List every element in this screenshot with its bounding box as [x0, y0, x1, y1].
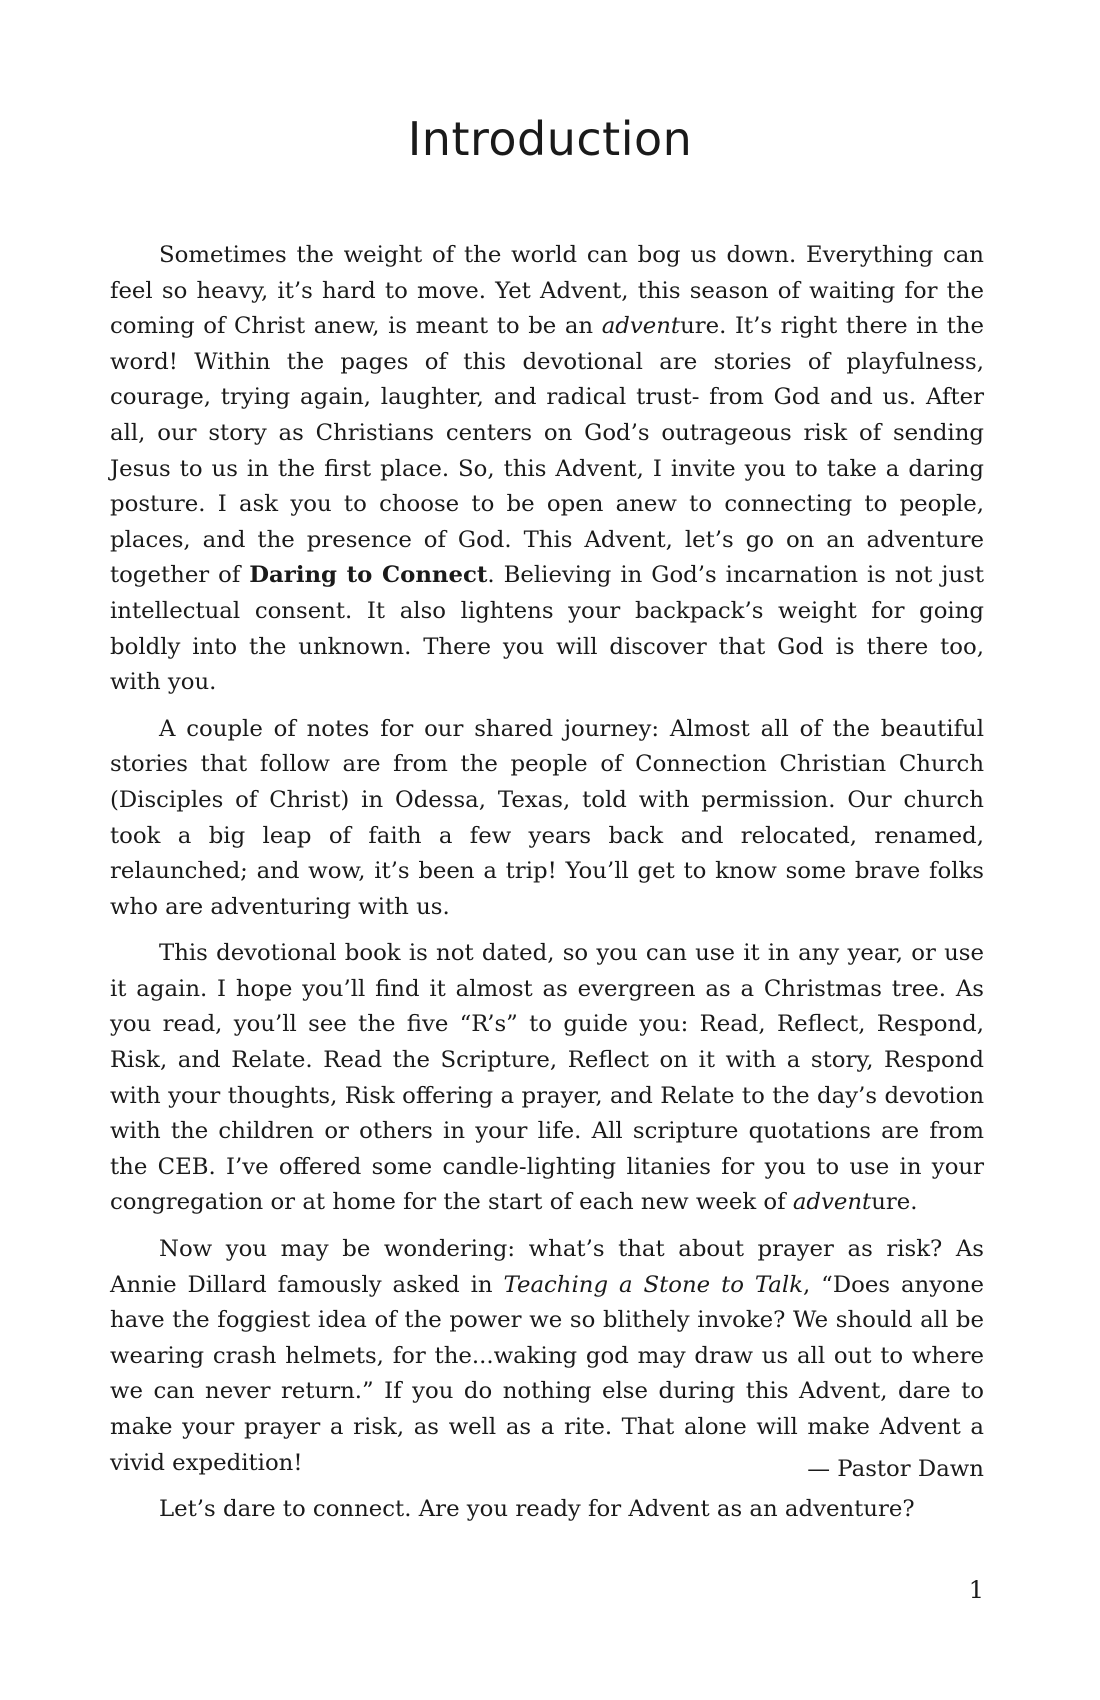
bold-text: Daring to Connect: [249, 562, 488, 589]
paragraph-1: [110, 238, 984, 701]
text-run: Sometimes the weight of the world can bog us down. Everything can feel so heavy, it’s hard to move. Yet Advent, this season of waiting for the coming of Christ anew, is meant to be an: [110, 242, 984, 340]
body-text: [110, 238, 984, 1539]
paragraph-5: [110, 1492, 984, 1528]
text-run: . Believing in God’s incarnation is not just intellectual consent. It also lightens your backpack’s weight for going boldly into the unknown. There you will discover that God is there too, with you.: [110, 562, 985, 696]
text-run: ure. It’s right there in the word! Within the pages of this devotional are stories of playfulness, courage, trying again, laughter, and radical trust- from God and us. After all, our story as Christians centers on God’s outrageous risk of sending Jesus to us in the first place. So, this Advent, I invite you to take a daring posture. I ask you to choose to be open anew to connecting to people, places, and the presence of God. This Advent, let’s go on an adventure together of: [110, 313, 984, 589]
italic-text: advent: [792, 1189, 872, 1216]
paragraph-4: [110, 1232, 984, 1481]
page-title: Introduction: [407, 112, 693, 166]
text-run: This devotional book is not dated, so you can use it in any year, or use it again. I hope you’ll find it almost as evergreen as a Christmas tree. As you read, you’ll see the five “R’s” to guide you: Read, Reflect, Respond, Risk, and Relate. Read the Scripture, Reflect on it with a story, Respond with your thoughts, Risk offering a prayer, and Relate to the day’s devotion with the children or others in your life. All scripture quotations are from the CEB. I’ve offered some candle-lighting litanies for you to use in your congregation or at home for the start of each new week of: [110, 940, 984, 1216]
author-signature: — Pastor Dawn: [807, 1456, 984, 1482]
italic-text: advent: [601, 313, 681, 340]
text-run: ure.: [871, 1189, 918, 1216]
italic-text: Teaching a Stone to Talk: [503, 1271, 804, 1298]
text-run: Now you may be wondering: what’s that about prayer as risk? As Annie Dillard famously asked in: [110, 1236, 984, 1298]
text-run: , “Does anyone have the foggiest idea of the power we so blithely invoke? We should all be wearing crash helmets, for the...waking god may draw us all out to where we can never return.” If you do nothing else during this Advent, dare to make your prayer a risk, as well as a rite. That alone will make Advent a vivid expedition!: [110, 1271, 984, 1476]
text-run: A couple of notes for our shared journey: Almost all of the beautiful stories that follow are from the people of Connection Christian Church (Disciples of Christ) in Odessa, Texas, told with permission. Our church took a big leap of faith a few years back and relocated, renamed, relaunched; and wow, it’s been a trip! You’ll get to know some brave folks who are adventuring with us.: [110, 715, 984, 920]
paragraph-3: [110, 936, 984, 1221]
page-number: 1: [968, 1576, 984, 1604]
paragraph-2: [110, 712, 984, 926]
text-run: Let’s dare to connect. Are you ready for Advent as an adventure?: [159, 1496, 915, 1523]
